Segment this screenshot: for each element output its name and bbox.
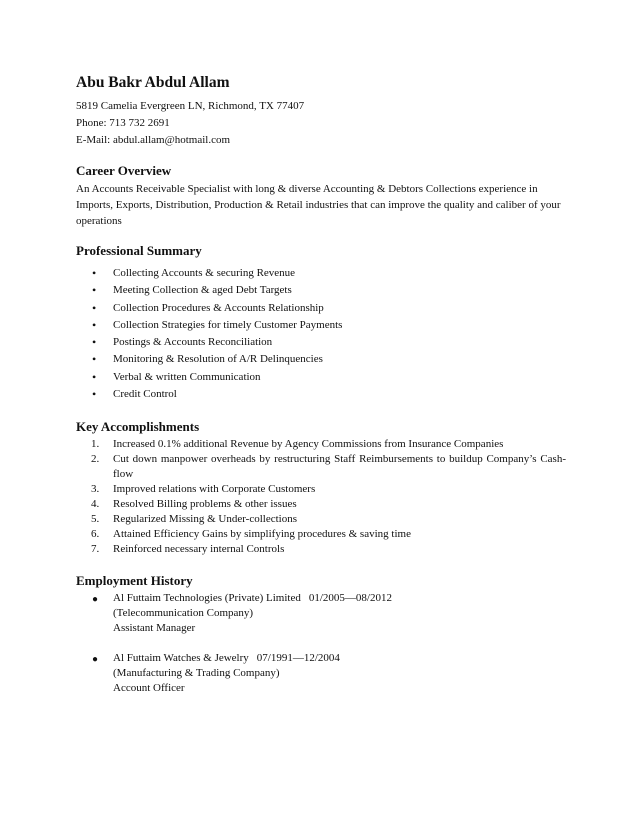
summary-item	[76, 334, 566, 351]
summary-item	[76, 300, 566, 317]
accomplishment-text: Attained Efficiency Gains by simplifying procedures & saving time	[113, 528, 411, 541]
accomplishment-item	[76, 452, 566, 482]
item-number: 7.	[91, 543, 100, 556]
job-dates: 01/2005—08/2012	[308, 592, 392, 605]
key-accomplishments-heading: Key Accomplishments	[76, 419, 200, 435]
summary-item-text: Verbal & written Communication	[113, 370, 261, 383]
career-overview-section	[76, 163, 566, 229]
bullet-icon: •	[92, 369, 97, 384]
career-overview-heading: Career Overview	[76, 163, 172, 178]
summary-item-text: Postings & Accounts Reconciliation	[113, 336, 273, 349]
email: E-Mail: abdul.allam@hotmail.com	[76, 134, 231, 146]
summary-item	[76, 282, 566, 299]
bullet-icon: •	[92, 352, 97, 367]
job-dates: 07/1991—12/2004	[256, 652, 340, 665]
job-company: Al Futtaim Watches & Jewelry	[113, 652, 249, 665]
summary-list	[76, 265, 566, 403]
item-number: 4.	[91, 498, 100, 511]
professional-summary-section	[76, 243, 566, 403]
resume-page	[76, 74, 566, 711]
job-company: Al Futtaim Technologies (Private) Limited	[113, 592, 301, 605]
item-number: 2.	[91, 453, 100, 466]
summary-item	[76, 317, 566, 334]
accomplishment-text: Reinforced necessary internal Controls	[113, 543, 285, 556]
job-title: Account Officer	[113, 682, 185, 695]
job-entry	[76, 591, 566, 636]
summary-item	[76, 351, 566, 368]
summary-item-text: Collection Strategies for timely Customer Payments	[113, 318, 343, 331]
bullet-icon: •	[92, 317, 97, 332]
item-number: 1.	[91, 438, 100, 451]
job-entry	[76, 651, 566, 696]
summary-item	[76, 369, 566, 386]
item-number: 5.	[91, 513, 100, 526]
job-title: Assistant Manager	[113, 622, 196, 635]
phone: Phone: 713 732 2691	[76, 117, 170, 129]
accomplishment-text: Increased 0.1% additional Revenue by Agency Commissions from Insurance Companies	[113, 438, 504, 451]
accomplishment-text: Regularized Missing & Under-collections	[113, 513, 297, 526]
job-company-line	[113, 651, 566, 666]
accomplishment-item	[76, 497, 566, 512]
accomplishment-item	[76, 512, 566, 527]
bullet-icon: •	[92, 335, 97, 350]
accomplishment-text: Improved relations with Corporate Customers	[113, 483, 316, 496]
summary-item-text: Credit Control	[113, 388, 177, 401]
job-industry: (Manufacturing & Trading Company)	[113, 667, 280, 680]
accomplishment-item	[76, 482, 566, 497]
bullet-icon: •	[92, 266, 97, 280]
professional-summary-heading: Professional Summary	[76, 243, 202, 258]
header-block	[76, 74, 566, 149]
key-accomplishments-section	[76, 419, 566, 557]
bullet-icon: •	[92, 387, 97, 402]
summary-item	[76, 386, 566, 403]
accomplishment-item	[76, 542, 566, 557]
job-industry: (Telecommunication Company)	[113, 607, 254, 620]
bullet-icon: •	[92, 283, 97, 298]
summary-item-text: Meeting Collection & aged Debt Targets	[113, 284, 292, 297]
career-overview-text: An Accounts Receivable Specialist with long & diverse Accounting & Debtors Collections experience in Imports, Exports, Distribution, Production & Retail industries that can improve the quality and caliber of your operations	[76, 183, 561, 227]
accomplishment-text: Cut down manpower overheads by restructuring Staff Reimbursements to buildup Company’s Cash-flow	[113, 453, 566, 481]
summary-item	[76, 265, 566, 282]
jobs-list	[76, 591, 566, 696]
accomplishment-item	[76, 437, 566, 452]
summary-item-text: Collection Procedures & Accounts Relationship	[113, 301, 324, 314]
bullet-icon: •	[92, 300, 97, 315]
employment-history-section	[76, 573, 566, 696]
summary-item-text: Monitoring & Resolution of A/R Delinquencies	[113, 353, 323, 366]
item-number: 6.	[91, 528, 100, 541]
item-number: 3.	[91, 483, 100, 496]
candidate-name: Abu Bakr Abdul Allam	[76, 74, 230, 91]
job-company-line	[113, 591, 566, 606]
accomplishment-text: Resolved Billing problems & other issues	[113, 498, 297, 511]
address: 5819 Camelia Evergreen LN, Richmond, TX 77407	[76, 100, 305, 112]
summary-item-text: Collecting Accounts & securing Revenue	[113, 267, 296, 279]
accomplishment-item	[76, 527, 566, 542]
bullet-icon: ●	[92, 654, 99, 666]
accomplishments-list	[76, 437, 566, 557]
bullet-icon: ●	[92, 594, 99, 606]
employment-history-heading: Employment History	[76, 573, 193, 589]
